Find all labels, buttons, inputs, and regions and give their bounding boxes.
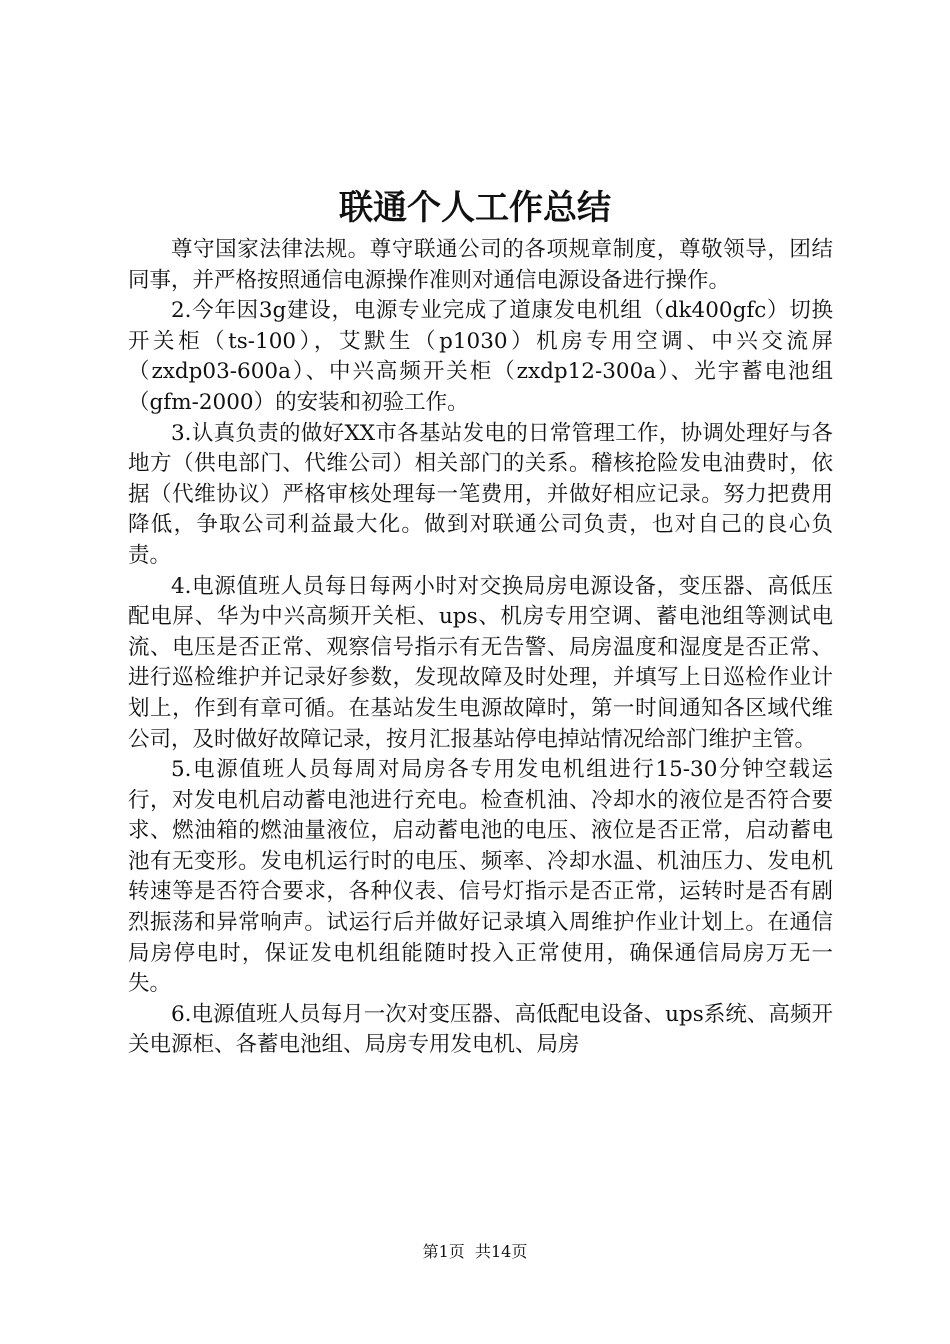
page-total: 共14页	[474, 1242, 528, 1261]
page-number: 第1页	[422, 1242, 465, 1261]
paragraph-1: 尊守国家法律法规。尊守联通公司的各项规章制度，尊敬领导，团结同事，并严格按照通信电源操作准则对通信电源设备进行操作。	[128, 237, 833, 293]
paragraph-6: 6.电源值班人员每月一次对变压器、高低配电设备、ups系统、高频开关电源柜、各蓄电池组、局房专用发电机、局房	[128, 1001, 833, 1058]
paragraph-5: 5.电源值班人员每周对局房各专用发电机组进行15-30分钟空载运行，对发电机启动蓄电池进行充电。检查机油、冷却水的液位是否符合要求、燃油箱的燃油量液位，启动蓄电池的电压、液位是否正常，启动蓄电池有无变形。发电机运行时的电压、频率、冷却水温、机油压力、发电机转速等是否符合要求，各种仪表、信号灯指示是否正常，运转时是否有剧烈振荡和异常响声。试运行后并做好记录填入周维护作业计划上。在通信局房停电时，保证发电机组能随时投入正常使用，确保通信局房万无一失。	[128, 757, 833, 997]
page-footer	[0, 1240, 950, 1264]
paragraph-3: 3.认真负责的做好XX市各基站发电的日常管理工作，协调处理好与各地方（供电部门、代维公司）相关部门的关系。稽核抢险发电油费时，依据（代维协议）严格审核处理每一笔费用，并做好相应记录。努力把费用降低，争取公司利益最大化。做到对联通公司负责，也对自己的良心负责。	[128, 420, 833, 568]
paragraph-2: 2.今年因3g建设，电源专业完成了道康发电机组（dk400gfc）切换开关柜（ts-100），艾默生（p1030）机房专用空调、中兴交流屏（zxdp03-600a）、中兴高频开关柜（zxdp12-300a）、光宇蓄电池组（gfm-2000）的安装和初验工作。	[128, 298, 833, 415]
paragraph-4: 4.电源值班人员每日每两小时对交换局房电源设备，变压器、高低压配电屏、华为中兴高频开关柜、ups、机房专用空调、蓄电池组等测试电流、电压是否正常、观察信号指示有无告警、局房温度和湿度是否正常、进行巡检维护并记录好参数，发现故障及时处理，并填写上日巡检作业计划上，作到有章可循。在基站发生电源故障时，第一时间通知各区域代维公司，及时做好故障记录，按月汇报基站停电掉站情况给部门维护主管。	[128, 573, 833, 752]
document-body	[128, 235, 833, 1061]
page-title: 联通个人工作总结	[339, 188, 611, 228]
